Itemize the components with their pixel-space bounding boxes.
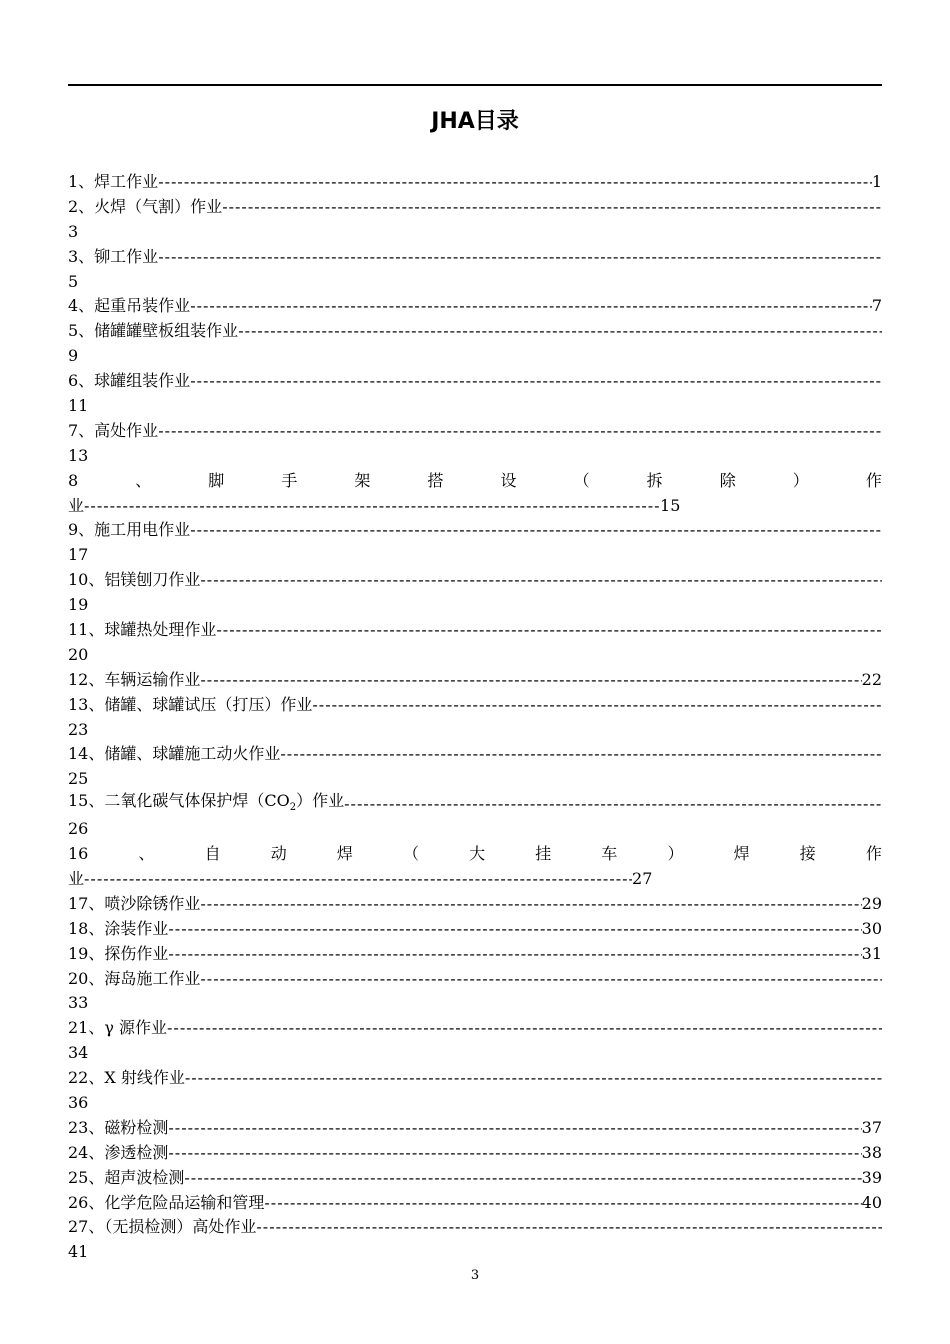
toc-entry[interactable] (68, 742, 882, 767)
toc-entry[interactable] (68, 319, 882, 344)
toc-entry-label-char: 脚 (208, 470, 225, 490)
toc-entry-label: 4、起重吊装作业 (68, 296, 191, 316)
toc-entry-label-char: 车 (601, 844, 618, 864)
toc-entry-page-line (68, 220, 882, 245)
dot-leader (84, 494, 660, 519)
dot-leader (190, 369, 882, 394)
toc-entry-page: 9 (68, 346, 79, 366)
dot-leader (167, 1016, 882, 1041)
dot-leader (190, 294, 872, 319)
dot-leader (280, 742, 882, 767)
toc-entry[interactable] (68, 1166, 882, 1191)
toc-entry-page: 25 (68, 769, 89, 789)
toc-entry-label: 22、X 射线作业 (68, 1068, 185, 1088)
toc-entry-label-char: 挂 (535, 844, 552, 864)
toc-entry-page: 37 (861, 1117, 882, 1137)
dot-leader (168, 942, 861, 967)
toc-entry-page: 41 (68, 1242, 89, 1262)
toc-entry-page-line (68, 593, 882, 618)
toc-entry-label-char: 焊 (733, 844, 750, 864)
toc-entry[interactable] (68, 369, 882, 394)
toc-entry-page: 3 (68, 221, 79, 241)
toc-entry-label-char: 设 (500, 470, 517, 490)
toc-entry-label: 20、海岛施工作业 (68, 968, 201, 988)
toc-entry-label-char: 手 (281, 470, 298, 490)
toc-entry-continuation (68, 494, 882, 519)
toc-entry[interactable] (68, 1215, 882, 1240)
dot-leader (200, 892, 861, 917)
toc-entry[interactable] (68, 967, 882, 992)
toc-entry[interactable] (68, 195, 882, 220)
toc-entry-label-char: ） (792, 470, 809, 490)
toc-entry-label: 5、储罐罐壁板组装作业 (68, 321, 239, 341)
toc-entry-page-line (68, 444, 882, 469)
toc-entry-label: 13、储罐、球罐试压（打压）作业 (68, 694, 313, 714)
toc-entry-label-char: 接 (799, 844, 816, 864)
toc-entry-page-line (68, 991, 882, 1016)
toc-entry[interactable] (68, 518, 882, 543)
dot-leader (200, 967, 882, 992)
toc-entry[interactable] (68, 693, 882, 718)
toc-entry[interactable] (68, 618, 882, 643)
toc-entry-label-char: 16 (68, 844, 89, 864)
toc-entry-label-char: 拆 (646, 470, 663, 490)
toc-entry-label-char: 、 (138, 844, 155, 864)
dot-leader (84, 867, 632, 892)
toc-entry-page: 23 (68, 719, 89, 739)
dot-leader (216, 618, 882, 643)
page-title: JHA目录 (431, 109, 519, 134)
toc-entry-label: 2、火焊（气割）作业 (68, 196, 223, 216)
toc-entry-page: 36 (68, 1092, 89, 1112)
toc-entry-label-char: 、 (135, 470, 152, 490)
toc-entry-page: 1 (871, 172, 882, 191)
toc-entry[interactable] (68, 792, 882, 817)
toc-entry-page: 11 (68, 396, 89, 416)
toc-entry-page: 30 (861, 918, 882, 938)
toc-entry-label-char: 作 (865, 470, 882, 490)
toc-entry-page: 29 (861, 893, 882, 913)
toc-entry-label: 11、球罐热处理作业 (68, 620, 217, 640)
dot-leader (184, 1166, 861, 1191)
toc-entry[interactable] (68, 245, 882, 270)
dot-leader (158, 245, 882, 270)
toc-entry-page: 31 (861, 943, 882, 963)
toc-entry-page: 7 (871, 296, 882, 316)
toc-entry-page-line (68, 718, 882, 743)
dot-leader (200, 568, 882, 593)
toc-entry[interactable] (68, 1066, 882, 1091)
toc-entry-page-line (68, 643, 882, 668)
dot-leader (190, 518, 882, 543)
toc-entry-label: 6、球罐组装作业 (68, 371, 191, 391)
dot-leader (264, 1191, 861, 1216)
toc-entry[interactable] (68, 917, 882, 942)
toc-entry-page-line (68, 344, 882, 369)
dot-leader (238, 319, 882, 344)
toc-entry-page: 5 (68, 271, 79, 291)
dot-leader (168, 1116, 861, 1141)
toc-entry-label-char: 动 (270, 844, 287, 864)
toc-entry-page-line (68, 1240, 882, 1265)
toc-entry-label: 3、铆工作业 (68, 246, 159, 266)
toc-entry-page: 20 (68, 644, 89, 664)
toc-entry[interactable] (68, 170, 882, 195)
dot-leader (344, 792, 882, 817)
dot-leader (158, 170, 872, 195)
toc-entry-label-char: 自 (204, 844, 221, 864)
toc-entry-continuation (68, 867, 882, 892)
dot-leader (168, 917, 861, 942)
toc-entry[interactable] (68, 1191, 882, 1216)
toc-entry[interactable] (68, 469, 882, 494)
toc-entry-label: 12、车辆运输作业 (68, 669, 201, 689)
dot-leader (158, 419, 882, 444)
toc-entry-label: 17、喷沙除锈作业 (68, 893, 201, 913)
toc-entry-label: 9、施工用电作业 (68, 520, 191, 540)
toc-entry-page: 38 (861, 1142, 882, 1162)
toc-entry-label: 27、（无损检测）高处作业 (68, 1217, 257, 1237)
toc-entry-label-char: 作 (865, 844, 882, 864)
toc-entry-page: 15 (660, 495, 681, 515)
dot-leader (256, 1215, 882, 1240)
toc-entry-label: 23、磁粉检测 (68, 1117, 169, 1137)
toc-entry[interactable] (68, 419, 882, 444)
toc-entry-page-line (68, 543, 882, 568)
toc-entry-page: 22 (861, 669, 882, 689)
toc-entry-page-line (68, 1041, 882, 1066)
toc-entry-page: 33 (68, 993, 89, 1013)
toc-entry-page-line (68, 1091, 882, 1116)
toc-entry-label-tail: 业 (68, 868, 85, 888)
toc-entry[interactable] (68, 1141, 882, 1166)
toc-entry[interactable] (68, 892, 882, 917)
dot-leader (200, 668, 861, 693)
toc-entry-label: 25、超声波检测 (68, 1167, 185, 1187)
toc-entry-label: 19、探伤作业 (68, 943, 169, 963)
toc-entry-label-char: 8 (68, 470, 79, 490)
toc-entry-label: 21、γ 源作业 (68, 1018, 168, 1038)
toc-entry[interactable] (68, 942, 882, 967)
toc-entry-page: 27 (632, 868, 653, 888)
toc-entry-label-char: 大 (469, 844, 486, 864)
dot-leader (168, 1141, 861, 1166)
toc-entry-page-line (68, 270, 882, 295)
toc-entry[interactable] (68, 668, 882, 693)
toc-entry-label: 15、二氧化碳气体保护焊$(CO_2)$作业 (68, 792, 345, 813)
toc-entry-label: 24、渗透检测 (68, 1142, 169, 1162)
toc-entry[interactable] (68, 1016, 882, 1041)
header-rule (68, 84, 882, 86)
toc-entry-page: 26 (68, 819, 89, 839)
toc-entry-page: 39 (861, 1167, 882, 1187)
toc-entry-label-char: 架 (354, 470, 371, 490)
table-of-contents (68, 170, 882, 1265)
toc-entry-page: 34 (68, 1043, 89, 1063)
toc-entry-page: 17 (68, 545, 89, 565)
toc-entry-label: 7、高处作业 (68, 420, 159, 440)
toc-entry-label: 14、储罐、球罐施工动火作业 (68, 744, 281, 764)
toc-entry-label-char: ） (667, 844, 684, 864)
toc-entry-page-line (68, 394, 882, 419)
dot-leader (222, 195, 882, 220)
toc-entry[interactable] (68, 842, 882, 867)
toc-entry-label-char: 焊 (336, 844, 353, 864)
toc-entry-label-char: 搭 (427, 470, 444, 490)
toc-entry-page: 13 (68, 445, 89, 465)
toc-entry-label: 10、铝镁刨刀作业 (68, 570, 201, 590)
toc-entry[interactable] (68, 568, 882, 593)
toc-entry-label-char: 除 (719, 470, 736, 490)
toc-entry-label-tail: 业 (68, 495, 85, 515)
toc-entry[interactable] (68, 294, 882, 319)
toc-entry-page: 40 (861, 1192, 882, 1212)
toc-entry-page: 19 (68, 595, 89, 615)
toc-entry-label-char: （ (402, 844, 419, 864)
dot-leader (312, 693, 882, 718)
toc-entry[interactable] (68, 1116, 882, 1141)
toc-entry-page-line (68, 767, 882, 792)
toc-entry-label: 1、焊工作业 (68, 172, 159, 191)
toc-entry-label: 18、涂装作业 (68, 918, 169, 938)
toc-entry-page-line (68, 817, 882, 842)
toc-entry-label: 26、化学危险品运输和管理 (68, 1192, 265, 1212)
page-number-footer: 3 (470, 1268, 480, 1283)
toc-entry-label-char: （ (573, 470, 590, 490)
dot-leader (185, 1066, 882, 1091)
